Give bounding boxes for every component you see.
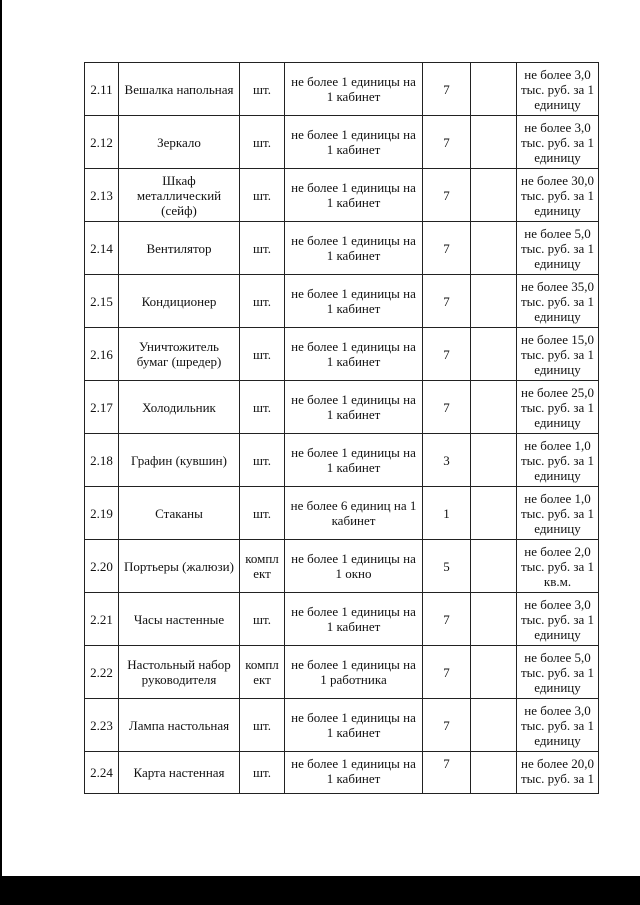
blank-cell: [471, 434, 517, 487]
item-name: Настольный набор руководителя: [119, 646, 240, 699]
unit-of-measure: шт.: [240, 222, 285, 275]
table-row: [85, 434, 599, 487]
scan-bottom-border: [0, 876, 640, 905]
row-number: 2.18: [85, 434, 119, 487]
unit-of-measure: шт.: [240, 169, 285, 222]
service-life: 7: [423, 328, 471, 381]
table-row: [85, 540, 599, 593]
service-life: 3: [423, 434, 471, 487]
blank-cell: [471, 381, 517, 434]
price-limit: не более 3,0 тыс. руб. за 1 единицу: [517, 63, 599, 116]
blank-cell: [471, 540, 517, 593]
price-limit: не более 2,0 тыс. руб. за 1 кв.м.: [517, 540, 599, 593]
quantity-norm: не более 1 единицы на 1 кабинет: [285, 63, 423, 116]
service-life: 7: [423, 275, 471, 328]
unit-of-measure: шт.: [240, 63, 285, 116]
table-row: [85, 699, 599, 752]
unit-of-measure: шт.: [240, 593, 285, 646]
row-number: 2.20: [85, 540, 119, 593]
table-row: [85, 487, 599, 540]
row-number: 2.17: [85, 381, 119, 434]
item-name: Шкаф металлический (сейф): [119, 169, 240, 222]
item-name: Часы настенные: [119, 593, 240, 646]
service-life: 7: [423, 593, 471, 646]
blank-cell: [471, 169, 517, 222]
price-limit: не более 1,0 тыс. руб. за 1 единицу: [517, 487, 599, 540]
price-limit: не более 3,0 тыс. руб. за 1 единицу: [517, 116, 599, 169]
unit-of-measure: шт.: [240, 328, 285, 381]
row-number: 2.24: [85, 752, 119, 794]
service-life: 7: [423, 169, 471, 222]
row-number: 2.15: [85, 275, 119, 328]
blank-cell: [471, 275, 517, 328]
quantity-norm: не более 1 единицы на 1 окно: [285, 540, 423, 593]
quantity-norm: не более 1 единицы на 1 кабинет: [285, 434, 423, 487]
price-limit: не более 1,0 тыс. руб. за 1 единицу: [517, 434, 599, 487]
blank-cell: [471, 116, 517, 169]
unit-of-measure: шт.: [240, 699, 285, 752]
quantity-norm: не более 1 единицы на 1 кабинет: [285, 328, 423, 381]
blank-cell: [471, 222, 517, 275]
unit-of-measure: компл ект: [240, 540, 285, 593]
row-number: 2.23: [85, 699, 119, 752]
table-row: [85, 593, 599, 646]
service-life: 7: [423, 699, 471, 752]
item-name: Карта настенная: [119, 752, 240, 794]
item-name: Кондиционер: [119, 275, 240, 328]
quantity-norm: не более 1 единицы на 1 кабинет: [285, 381, 423, 434]
item-name: Портьеры (жалюзи): [119, 540, 240, 593]
unit-of-measure: компл ект: [240, 646, 285, 699]
row-number: 2.12: [85, 116, 119, 169]
price-limit: не более 20,0 тыс. руб. за 1: [517, 752, 599, 794]
quantity-norm: не более 1 единицы на 1 кабинет: [285, 222, 423, 275]
blank-cell: [471, 487, 517, 540]
price-limit: не более 5,0 тыс. руб. за 1 единицу: [517, 646, 599, 699]
norms-table: [84, 62, 599, 794]
blank-cell: [471, 328, 517, 381]
table-row: [85, 169, 599, 222]
blank-cell: [471, 63, 517, 116]
item-name: Уничтожитель бумаг (шредер): [119, 328, 240, 381]
blank-cell: [471, 752, 517, 794]
quantity-norm: не более 6 единиц на 1 кабинет: [285, 487, 423, 540]
row-number: 2.21: [85, 593, 119, 646]
table-row: [85, 752, 599, 794]
table-row: [85, 222, 599, 275]
service-life: 7: [423, 116, 471, 169]
price-limit: не более 3,0 тыс. руб. за 1 единицу: [517, 593, 599, 646]
row-number: 2.22: [85, 646, 119, 699]
quantity-norm: не более 1 единицы на 1 кабинет: [285, 169, 423, 222]
price-limit: не более 35,0 тыс. руб. за 1 единицу: [517, 275, 599, 328]
item-name: Лампа настольная: [119, 699, 240, 752]
price-limit: не более 5,0 тыс. руб. за 1 единицу: [517, 222, 599, 275]
row-number: 2.13: [85, 169, 119, 222]
item-name: Стаканы: [119, 487, 240, 540]
unit-of-measure: шт.: [240, 275, 285, 328]
blank-cell: [471, 593, 517, 646]
service-life: 5: [423, 540, 471, 593]
service-life: 7: [423, 63, 471, 116]
unit-of-measure: шт.: [240, 487, 285, 540]
item-name: Зеркало: [119, 116, 240, 169]
item-name: Вешалка напольная: [119, 63, 240, 116]
price-limit: не более 25,0 тыс. руб. за 1 единицу: [517, 381, 599, 434]
table-row: [85, 63, 599, 116]
item-name: Вентилятор: [119, 222, 240, 275]
item-name: Графин (кувшин): [119, 434, 240, 487]
service-life: 7: [423, 752, 471, 794]
table-row: [85, 381, 599, 434]
service-life: 7: [423, 222, 471, 275]
scan-left-edge: [0, 0, 2, 876]
price-limit: не более 15,0 тыс. руб. за 1 единицу: [517, 328, 599, 381]
norms-table-body: [85, 63, 599, 794]
unit-of-measure: шт.: [240, 381, 285, 434]
row-number: 2.14: [85, 222, 119, 275]
table-row: [85, 646, 599, 699]
service-life: 7: [423, 646, 471, 699]
row-number: 2.19: [85, 487, 119, 540]
service-life: 1: [423, 487, 471, 540]
table-row: [85, 275, 599, 328]
price-limit: не более 3,0 тыс. руб. за 1 единицу: [517, 699, 599, 752]
quantity-norm: не более 1 единицы на 1 работника: [285, 646, 423, 699]
service-life: 7: [423, 381, 471, 434]
price-limit: не более 30,0 тыс. руб. за 1 единицу: [517, 169, 599, 222]
unit-of-measure: шт.: [240, 116, 285, 169]
unit-of-measure: шт.: [240, 434, 285, 487]
unit-of-measure: шт.: [240, 752, 285, 794]
quantity-norm: не более 1 единицы на 1 кабинет: [285, 699, 423, 752]
quantity-norm: не более 1 единицы на 1 кабинет: [285, 752, 423, 794]
quantity-norm: не более 1 единицы на 1 кабинет: [285, 593, 423, 646]
table-row: [85, 328, 599, 381]
table-row: [85, 116, 599, 169]
quantity-norm: не более 1 единицы на 1 кабинет: [285, 116, 423, 169]
row-number: 2.16: [85, 328, 119, 381]
item-name: Холодильник: [119, 381, 240, 434]
quantity-norm: не более 1 единицы на 1 кабинет: [285, 275, 423, 328]
row-number: 2.11: [85, 63, 119, 116]
blank-cell: [471, 699, 517, 752]
blank-cell: [471, 646, 517, 699]
